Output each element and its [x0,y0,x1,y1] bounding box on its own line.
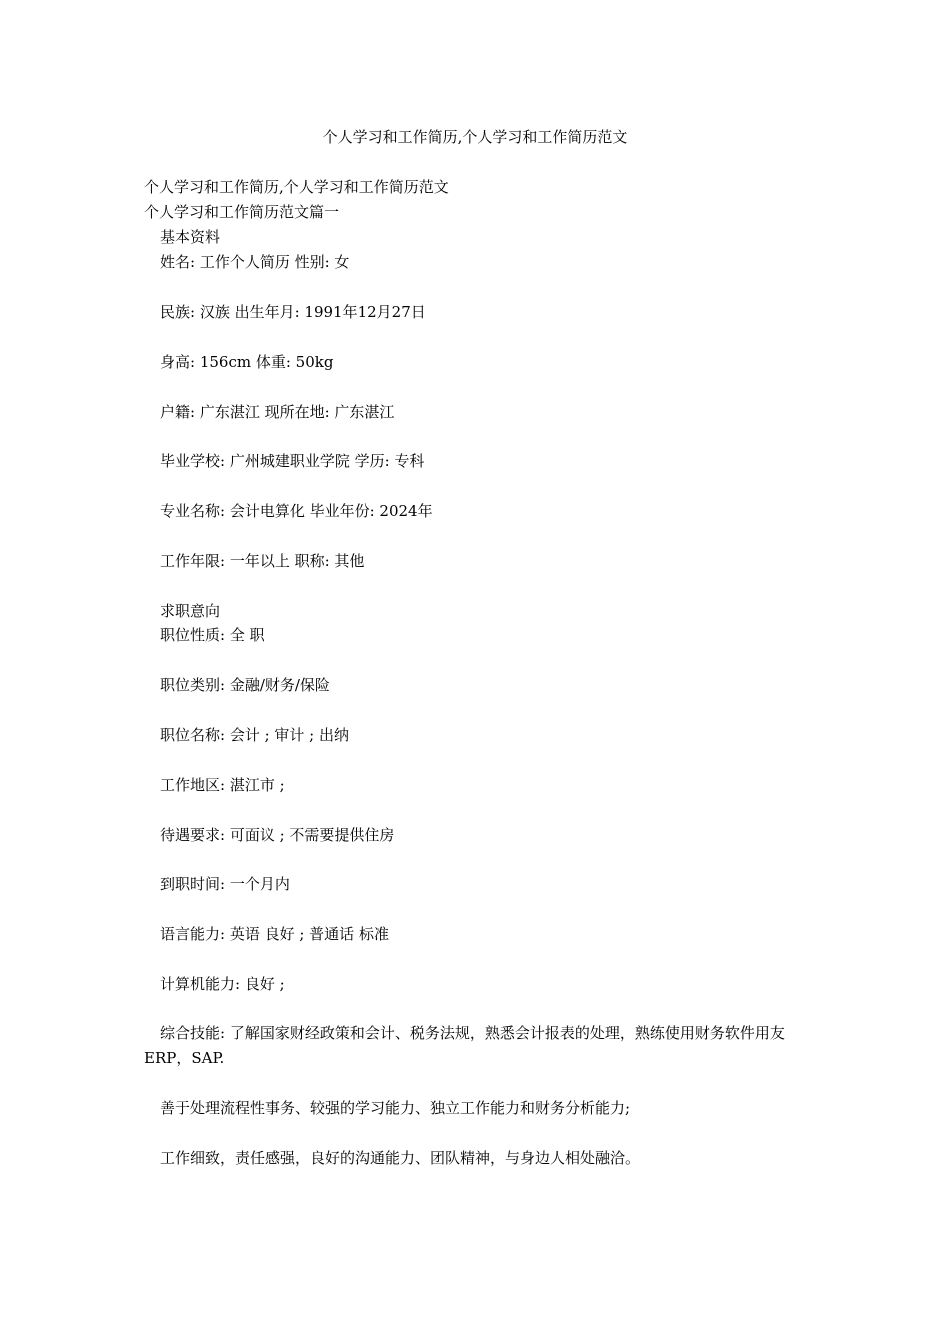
field-name-gender: 姓名: 工作个人简历 性别: 女 [160,253,350,271]
field-skills: 综合技能: 了解国家财经政策和会计、税务法规，熟悉会计报表的处理，熟练使用财务软件用友ERP，SAP. [144,1024,785,1067]
document-subtitle: 个人学习和工作简历,个人学习和工作简历范文 [144,178,449,196]
article-heading: 个人学习和工作简历范文篇一 [144,203,340,221]
paragraph-character: 工作细致，责任感强，良好的沟通能力、团队精神，与身边人相处融洽。 [160,1149,641,1167]
field-salary: 待遇要求: 可面议 ; 不需要提供住房 [160,826,395,844]
field-job-category: 职位类别: 金融/财务/保险 [160,676,330,694]
field-job-nature: 职位性质: 全 职 [160,626,265,644]
field-work-area: 工作地区: 湛江市 ; [160,776,285,794]
section-basic-info: 基本资料 [160,228,221,246]
field-school-degree: 毕业学校: 广州城建职业学院 学历: 专科 [160,452,425,470]
document-title: 个人学习和工作简历,个人学习和工作简历范文 [322,128,628,146]
field-work-years-title: 工作年限: 一年以上 职称: 其他 [160,552,365,570]
field-job-names: 职位名称: 会计 ; 审计 ; 出纳 [160,726,350,744]
field-height-weight: 身高: 156cm 体重: 50kg [160,353,334,371]
field-language: 语言能力: 英语 良好 ; 普通话 标准 [160,925,389,943]
field-start-time: 到职时间: 一个月内 [160,875,290,893]
paragraph-ability: 善于处理流程性事务、较强的学习能力、独立工作能力和财务分析能力; [160,1099,631,1117]
field-hukou-residence: 户籍: 广东湛江 现所在地: 广东湛江 [160,403,395,421]
field-major-year: 专业名称: 会计电算化 毕业年份: 2024年 [160,502,433,520]
field-computer: 计算机能力: 良好 ; [160,975,285,993]
section-job-intent: 求职意向 [160,602,221,620]
field-ethnic-birth: 民族: 汉族 出生年月: 1991年12月27日 [160,303,426,321]
